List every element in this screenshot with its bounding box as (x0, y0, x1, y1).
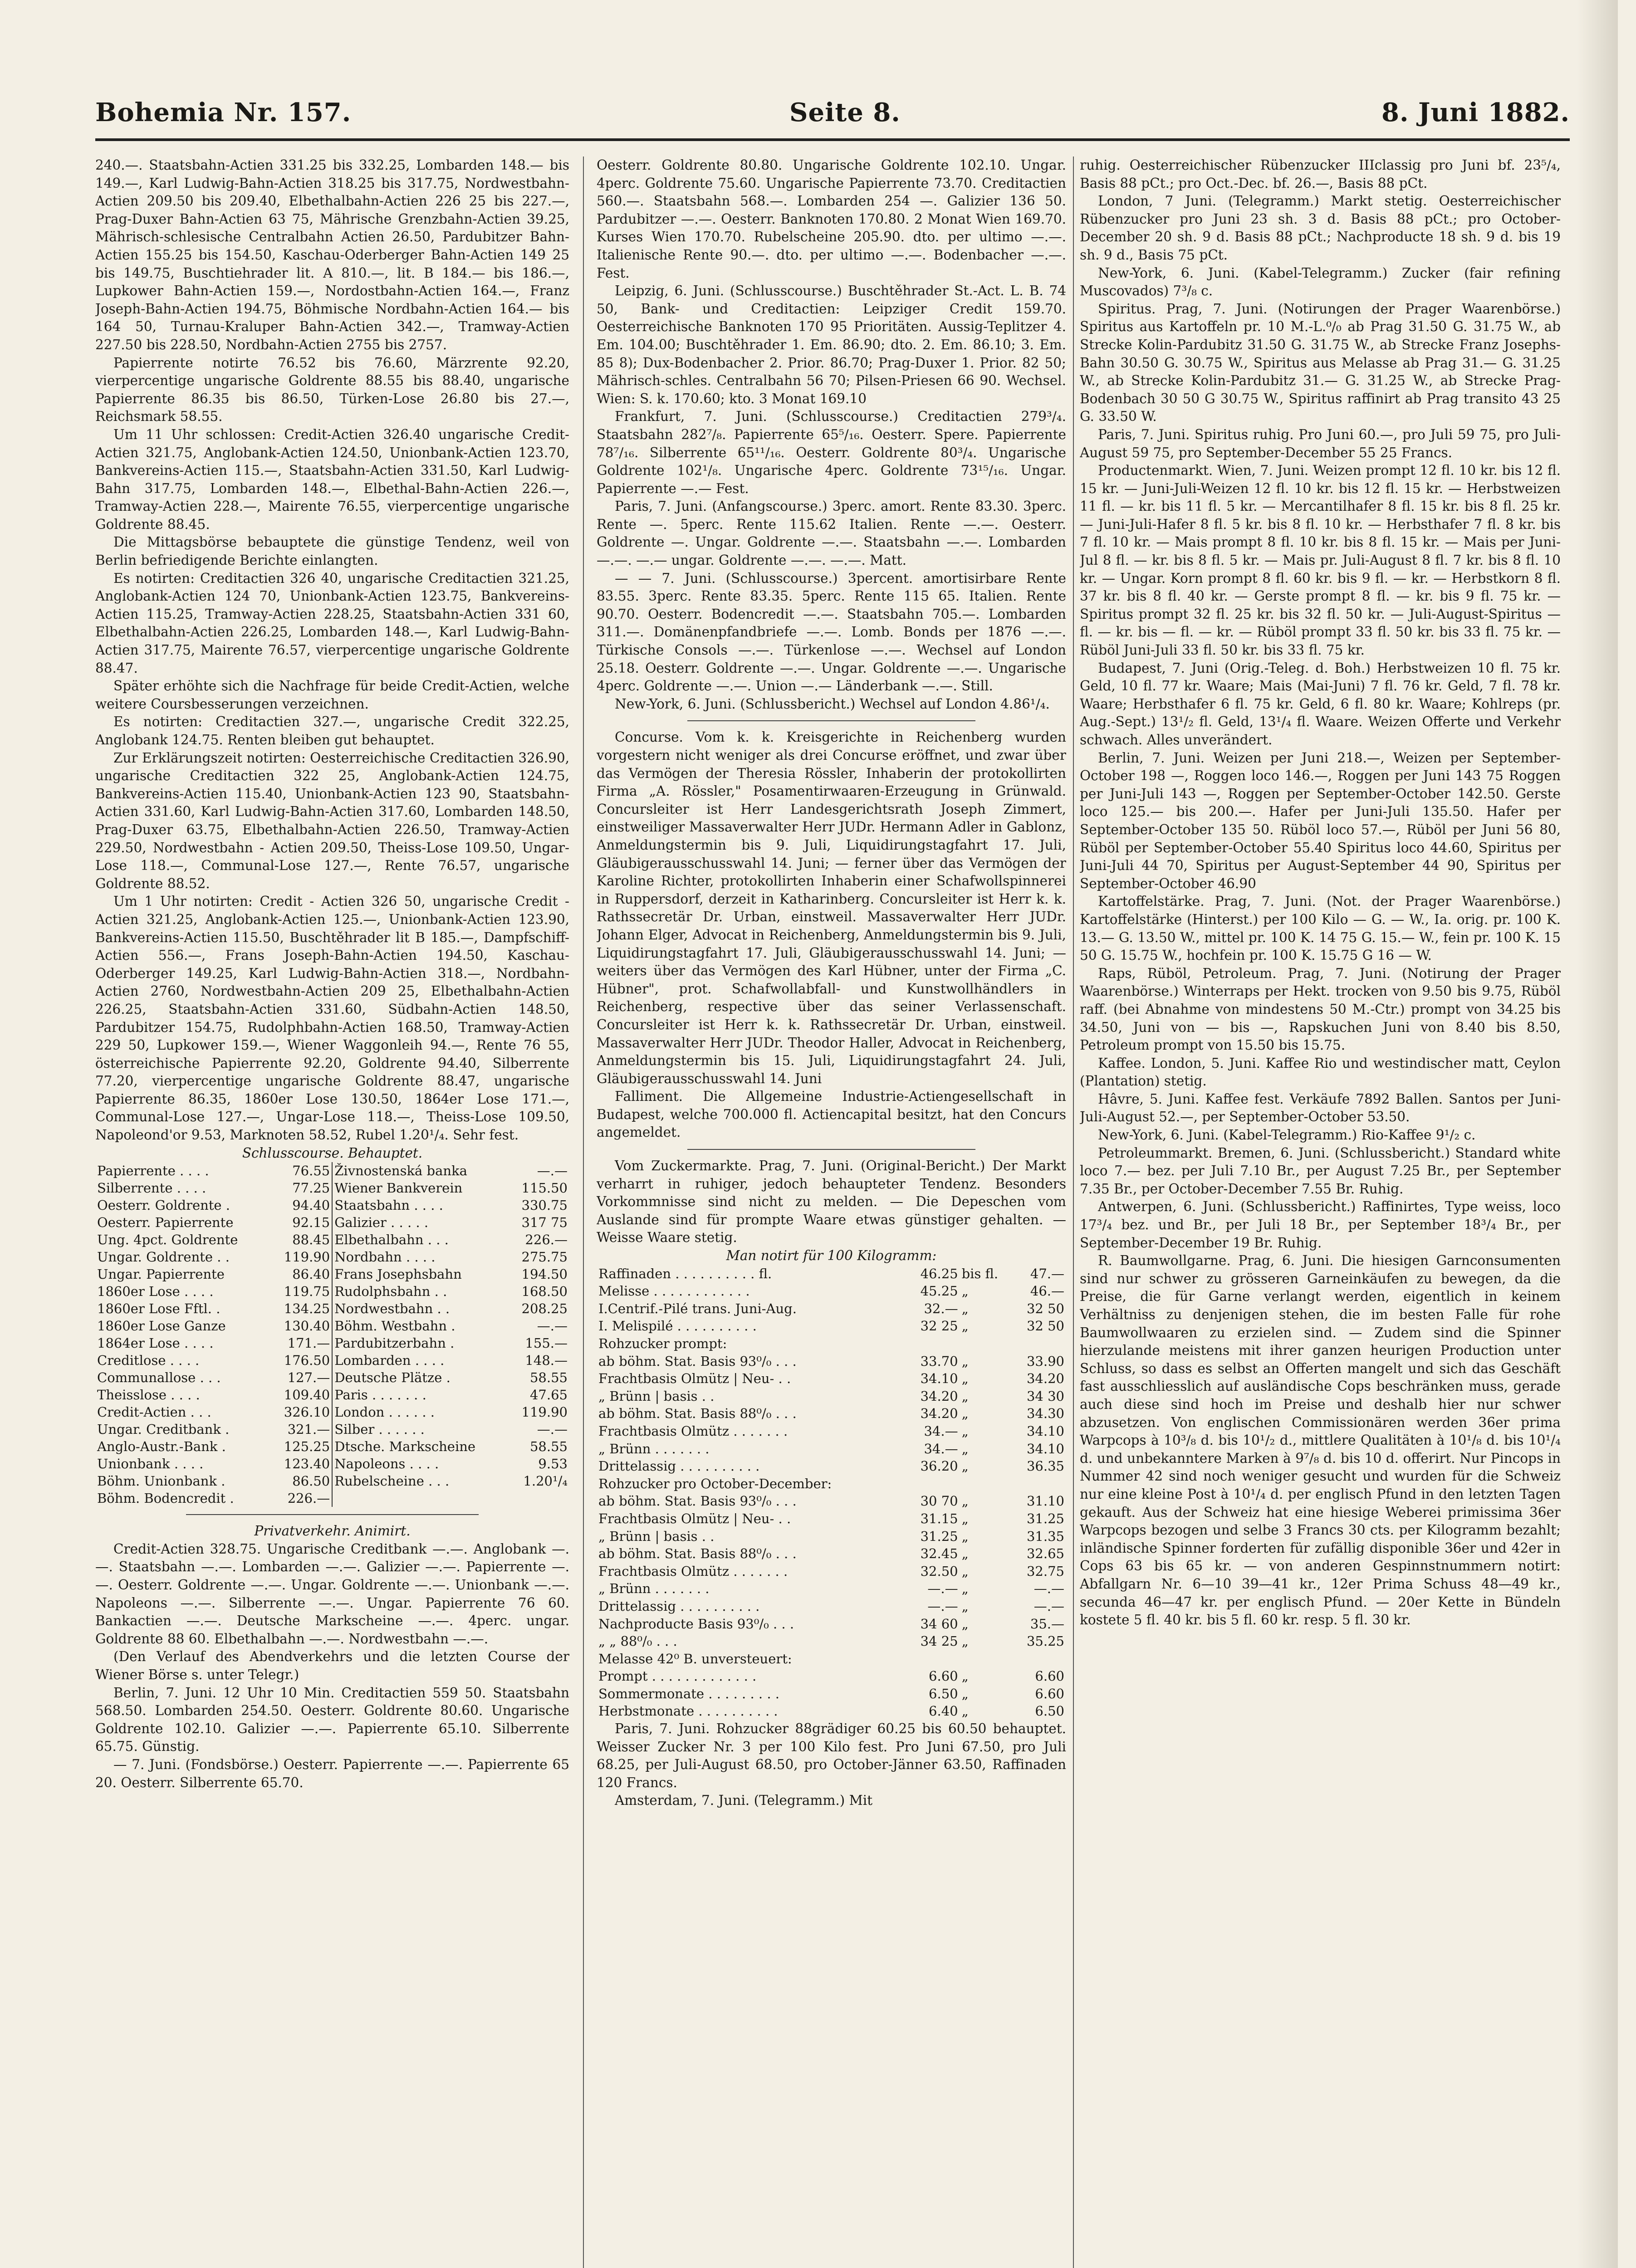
table-cell: Sommermonate . . . . . . . . . (598, 1686, 780, 1701)
table-cell: 34.20 (920, 1406, 958, 1422)
table-cell: „ (961, 1493, 969, 1509)
table-cell: „ (961, 1300, 969, 1316)
table-cell: ab böhm. Stat. Basis 93⁰/₀ . . . (598, 1493, 797, 1509)
table-cell: 317 75 (521, 1215, 568, 1231)
table-cell: 226.— (271, 1490, 333, 1507)
section-rule (687, 720, 975, 721)
table-row (597, 1702, 1066, 1720)
table-cell: 119.90 (521, 1404, 568, 1420)
paragraph: Es notirten: Creditactien 327.—, ungarische Credit 322.25, Anglobank 124.75. Renten bleiben gut behauptet. (95, 714, 569, 748)
table-row (597, 1265, 1066, 1283)
column-divider (1073, 156, 1074, 2268)
table-cell: 115.50 (521, 1180, 568, 1196)
sugar-price-table (597, 1265, 1066, 1720)
paragraph: Antwerpen, 6. Juni. (Schlussbericht.) Raffinirtes, Type weiss, loco 17³/₄ bez. und Br., per Juli 18 Br., per September 18³/₄ Br., per September-December 19 Br. Ruhig. (1080, 1199, 1561, 1251)
table-row (95, 1403, 569, 1421)
table-cell: 34.20 (1026, 1371, 1064, 1387)
table-cell: Credit-Actien . . . (97, 1404, 211, 1420)
table-cell: Ung. 4pct. Goldrente (97, 1232, 238, 1248)
header-rule (95, 138, 1570, 141)
paragraph: Amsterdam, 7. Juni. (Telegramm.) Mit (615, 1793, 873, 1809)
table-cell: „ (961, 1283, 969, 1299)
table-cell: 6.50 (1035, 1703, 1064, 1719)
paragraph: Budapest, 7. Juni (Orig.-Teleg. d. Boh.) Herbstweizen 10 fl. 75 kr. Geld, 10 fl. 77 kr. Waare; Mais (Mai-Juni) 7 fl. 76 kr. Geld, 7 fl. 78 kr. Waare; Herbsthafer 6 fl. 75 kr. Geld, 6 fl. 80 kr. Waare; Kohlreps (pr. Aug.-Sept.) 13¹/₂ fl. Geld, 13¹/₄ fl. Waare. Weizen Offerte und Verkehr schwach. Alles unverändert. (1080, 660, 1561, 748)
paragraph: Credit-Actien 328.75. Ungarische Creditbank —.—. Anglobank —.—. Staatsbahn —.—. Lombarden —.—. Galizier —.—. Papierrente —.—. Oesterr. Goldrente —.—. Ungar. Goldrente —.—. Unionbank —.—. Napoleons —.—. Silberrente —.—. Ungar. Papierrente 76 60. Bankactien —.—. Deutsche Markscheine —.—. 4perc. ungar. Goldrente 88 60. Elbethalbahn —.—. Nordwestbahn —.—. (95, 1541, 569, 1647)
table-row (597, 1492, 1066, 1510)
table-cell: Prompt . . . . . . . . . . . . . (598, 1668, 757, 1684)
paragraph: ruhig. Oesterreichischer Rübenzucker IIIclassig pro Juni bf. 23⁵/₄, Basis 88 pCt.; pro Oct.-Dec. bf. 26.—, Basis 88 pCt. (1080, 157, 1561, 191)
table-cell: 34 25 (920, 1633, 958, 1649)
table-cell: 45.25 (920, 1283, 958, 1299)
table-cell: Frachtbasis Olmütz . . . . . . . (598, 1563, 788, 1579)
table-cell (1012, 1650, 1066, 1668)
table-cell: Creditlose . . . . (97, 1353, 200, 1369)
table-cell: „ (961, 1633, 969, 1649)
table-cell: Drittelassig . . . . . . . . . . (598, 1458, 760, 1474)
paragraph: Falliment. Die Allgemeine Industrie-Actiengesellschaft in Budapest, welche 700.000 fl. Actiencapital besitzt, hat den Concurs angemeldet. (597, 1089, 1066, 1140)
table-cell: Melisse . . . . . . . . . . . . (598, 1283, 750, 1299)
table-cell: „ Brünn | basis . . (598, 1528, 715, 1544)
table-cell: Papierrente . . . . (97, 1163, 209, 1179)
table-cell: Anglo-Austr.-Bank . (97, 1439, 226, 1455)
table-cell: ab böhm. Stat. Basis 88⁰/₀ . . . (598, 1546, 797, 1562)
table-cell (960, 1335, 1013, 1353)
table-cell: „ (961, 1458, 969, 1474)
paragraph: New-York, 6. Juni. (Kabel-Telegramm.) Rio-Kaffee 9¹/₂ c. (1098, 1127, 1476, 1143)
table-cell: „ (961, 1616, 969, 1632)
table-cell: „ (961, 1318, 969, 1334)
table-cell: 46.25 (920, 1266, 958, 1281)
table-cell: 119.75 (271, 1283, 333, 1300)
table-cell: 168.50 (521, 1284, 568, 1300)
table-row (95, 1266, 569, 1283)
table-row (95, 1334, 569, 1352)
paragraph: R. Baumwollgarne. Prag, 6. Juni. Die hiesigen Garnconsumenten sind nur schwer zu grösseren Garneinkäufen zu bewegen, da die Preise, die für Garne verlangt werden, eigentlich in keinem Verhältniss zu denjenigen stehen, die im besten Falle für rohe Baumwollwaaren zu erzielen sind. — Zudem sind die Spinner hierzulande meistens mit ihrer ganzen heurigen Production unter Schluss, so dass es selbst an Offerten mangelt und sich das Geschäft fast ausschliesslich auf ausländische Cops beschränken muss, gerade auch diese sind hoch im Preise und deshalb hier nur schwer abzusetzen. Von englischen Commissionären werden 36er prima Warpcops à 10³/₈ d. bis 10¹/₂ d., mittlere Qualitäten à 10¹/₈ d. bis 10¹/₄ d. und unbekanntere Marken à 9⁷/₈ d. bis 10 d. offerirt. Nur Pincops in Nummer 42 sind noch weniger gesucht und wurden für die Schweiz nur eine kleine Post à 10¹/₄ d. per englisch Pfund in den letzten Tagen gekauft. Aus der Schweiz hat eine hiesige Weberei primissima 36er Warpcops bezogen und selbe 3 Francs 30 cts. per Kilogramm bezahlt; inländische Spinner forderten für zufällig disponible 36er und 42er in Cops 63 bis 65 kr. — von anderen Gespinnstnummern notirt: Abfallgarn Nr. 6—10 39—41 kr., 12er Prima Schuss 48—49 kr., secunda 46—47 kr. per englisch Pfund. — 20er Kette in Bündeln kostete 5 fl. 40 kr. bis 5 fl. 60 kr. resp. 5 fl. 30 kr. (1080, 1253, 1561, 1628)
paragraph: Paris, 7. Juni. Spiritus ruhig. Pro Juni 60.—, pro Juli 59 75, pro Juli-August 59 75, pro September-December 55 25 Francs. (1080, 426, 1561, 460)
table-row (95, 1162, 569, 1179)
table-cell: —.— (537, 1318, 568, 1334)
table-cell: Communallose . . . (97, 1370, 221, 1386)
table-cell: 194.50 (521, 1266, 568, 1282)
table-row (597, 1475, 1066, 1493)
section-rule (687, 1149, 975, 1150)
paragraph: Kartoffelstärke. Prag, 7. Juni. (Not. der Prager Waarenbörse.) Kartoffelstärke (Hinterst.) per 100 Kilo — G. — W., Ia. orig. pr. 100 K. 13.— G. 13.50 W., mittel pr. 100 K. 14 75 G. 15.— W., fein pr. 100 K. 15 50 G. 15.75 W., hochfein pr. 100 K. 15.75 G 16 — W. (1080, 894, 1561, 963)
table-cell: 148.— (525, 1353, 568, 1369)
table-cell: 34.10 (1026, 1423, 1064, 1439)
table-row (95, 1455, 569, 1472)
table-cell: Deutsche Plätze . (334, 1370, 451, 1386)
table-cell: „ Brünn | basis . . (598, 1388, 715, 1404)
table-cell: „ (961, 1353, 969, 1369)
table-row (597, 1667, 1066, 1685)
table-cell: Silber . . . . . . (334, 1422, 425, 1437)
page-edge-shadow (1577, 0, 1618, 2268)
section-title: Schlusscourse. Behauptet. (242, 1145, 423, 1161)
table-cell: „ (961, 1423, 969, 1439)
table-cell: 32 25 (920, 1318, 958, 1334)
column-3 (1080, 156, 1561, 2268)
table-row (597, 1598, 1066, 1615)
table-row (597, 1545, 1066, 1563)
table-cell: Frachtbasis Olmütz . . . . . . . (598, 1423, 788, 1439)
table-cell (906, 1335, 960, 1353)
paragraph: Petroleummarkt. Bremen, 6. Juni. (Schlussbericht.) Standard white loco 7.— bez. per Juli 7.10 Br., per August 7.25 Br., per September 7.35 Br., per October-December 7.55 Br. Ruhig. (1080, 1145, 1561, 1197)
table-cell: Wiener Bankverein (334, 1180, 463, 1196)
table-cell: 1860er Lose Fftl. . (97, 1301, 220, 1317)
table-cell: 33.70 (920, 1353, 958, 1369)
table-cell: 46.— (1030, 1283, 1064, 1299)
column-divider (583, 156, 584, 2268)
table-cell (509, 1490, 569, 1507)
table-cell: 34 30 (1026, 1388, 1064, 1404)
table-cell: 47.— (1030, 1266, 1064, 1281)
table-cell: Böhm. Westbahn . (334, 1318, 456, 1334)
paragraph: Hâvre, 5. Juni. Kaffee fest. Verkäufe 7892 Ballen. Santos per Juni-Juli-August 52.—, per September-October 53.50. (1080, 1091, 1561, 1125)
table-cell: 32.75 (1026, 1563, 1064, 1579)
table-cell: 92.15 (271, 1214, 333, 1231)
table-row (95, 1472, 569, 1490)
table-cell: „ Brünn . . . . . . . (598, 1441, 710, 1457)
table-cell: 109.40 (271, 1386, 333, 1403)
table-cell: 171.— (271, 1334, 333, 1352)
paragraph: 240.—. Staatsbahn-Actien 331.25 bis 332.25, Lombarden 148.— bis 149.—, Karl Ludwig-Bahn-Actien 318.25 bis 317.75, Nordwestbahn-Actien 209.50 bis 209.40, Elbethalbahn-Actien 226 25 bis 227.—, Prag-Duxer Bahn-Actien 63 75, Mährische Grenzbahn-Actien 39.25, Mährisch-schlesische Centralbahn Actien 26.50, Pardubitzer Bahn-Actien 155.25 bis 154.50, Kaschau-Oderberger Bahn-Actien 149 25 bis 149.75, Buschtiehrader lit. A 810.—, lit. B 184.— bis 186.—, Lupkower Bahn-Actien 159.—, Nordostbahn-Actien 164.—, Franz Joseph-Bahn-Actien 194.75, Böhmische Nordbahn-Actien 164.— bis 164 50, Turnau-Kraluper Bahn-Actien 342.—, Tramway-Actien 227.50 bis 228.50, Nordbahn-Actien 2755 bis 2757. (95, 157, 569, 352)
table-cell: 275.75 (521, 1249, 568, 1265)
table-row (95, 1369, 569, 1386)
table-cell: bis fl. (961, 1266, 999, 1281)
table-row (95, 1317, 569, 1334)
table-cell: 86.50 (271, 1472, 333, 1490)
table-cell: 6.60 (1035, 1668, 1064, 1684)
table-row (597, 1685, 1066, 1703)
table-row (597, 1440, 1066, 1458)
table-cell: 31.25 (920, 1528, 958, 1544)
table-cell: Rohzucker prompt: (598, 1336, 727, 1351)
table-cell: ab böhm. Stat. Basis 93⁰/₀ . . . (598, 1353, 797, 1369)
table-cell: 32.50 (920, 1563, 958, 1579)
table-cell: Böhm. Bodencredit . (97, 1491, 234, 1506)
table-row (95, 1248, 569, 1266)
table-row (597, 1615, 1066, 1633)
table-cell: 34.— (924, 1423, 958, 1439)
table-cell: Nachproducte Basis 93⁰/₀ . . . (598, 1616, 794, 1632)
table-cell: „ (961, 1546, 969, 1562)
paragraph: Leipzig, 6. Juni. (Schlusscourse.) Buschtěhrader St.-Act. L. B. 74 50, Bank- und Creditactien: Leipziger Credit 159.70. Oesterreichische Banknoten 170 95 Prioritäten. Aussig-Teplitzer 4. Em. 104.00; Buschtěhrader 1. Em. 86.90; dto. 2. Em. 86.10; 3. Em. 85 8); Dux-Bodenbacher 2. Prior. 86.70; Prag-Duxer 1. Prior. 82 50; Mährisch-schles. Centralbahn 56 70; Pilsen-Priesen 66 90. Wechsel. Wien: S. k. 170.60; kto. 3 Monat 169.10 (597, 283, 1066, 406)
table-cell: 32.— (924, 1300, 958, 1316)
table-cell (960, 1475, 1013, 1493)
paragraph: Zur Erklärungszeit notirten: Oesterreichische Creditactien 326.90, ungarische Creditactien 322 25, Anglobank-Actien 124.75, Bankvereins-Actien 115.40, Unionbank-Actien 123 90, Staatsbahn-Actien 331.60, Karl Ludwig-Bahn-Actien 317.60, Lombarden 148.50, Prag-Duxer 63.75, Elbethalbahn-Actien 226.50, Tramway-Actien 229.50, Nordwestbahn - Actien 209.50, Theiss-Lose 109.50, Ungar-Lose 118.—, Communal-Lose 127.—, Rente 76.57, ungarische Goldrente 88.52. (95, 750, 569, 891)
table-cell: 32 50 (1026, 1318, 1064, 1334)
table-row (597, 1563, 1066, 1580)
table-row (597, 1650, 1066, 1668)
section-title: Man notirt für 100 Kilogramm: (726, 1248, 937, 1264)
table-cell: Rubelscheine . . . (334, 1473, 450, 1489)
table-cell: Silberrente . . . . (97, 1180, 206, 1196)
table-cell: Elbethalbahn . . . (334, 1232, 449, 1248)
table-cell: 76.55 (271, 1162, 333, 1179)
table-row (597, 1282, 1066, 1300)
paragraph: London, 7 Juni. (Telegramm.) Markt stetig. Oesterreichischer Rübenzucker pro Juni 23 sh. 3 d. Basis 88 pCt.; pro October-December 20 sh. 9 d. Basis 88 pCt.; Nachproducte 18 sh. 9 d. bis 19 sh. 9 d., Basis 75 pCt. (1080, 193, 1561, 263)
table-cell: 9.53 (538, 1456, 568, 1472)
section-rule (186, 1514, 479, 1515)
table-cell: 31.25 (1026, 1510, 1064, 1526)
table-cell: „ (961, 1528, 969, 1544)
table-cell: Živnostenská banka (334, 1163, 467, 1179)
table-cell: ab böhm. Stat. Basis 88⁰/₀ . . . (598, 1406, 797, 1422)
table-cell: Lombarden . . . . (334, 1353, 445, 1369)
paragraph: Berlin, 7. Juni. Weizen per Juni 218.—, Weizen per September-October 198 —, Roggen loco 146.—, Roggen per Juni 143 75 Roggen per Juni-Juli 143 —, Roggen per September-October 142.50. Gerste loco 125.— bis 200.—. Hafer per Juni-Juli 135.50. Hafer per September-October 135 50. Rüböl loco 57.—, Rüböl per Juni 56 80, Rüböl per September-October 55.40 Spiritus loco 44.60, Spiritus per Juni-Juli 44 70, Spiritus per August-September 44 90, Spiritus per September-October 46.90 (1080, 750, 1561, 891)
table-cell: „ (961, 1406, 969, 1422)
table-row (597, 1353, 1066, 1370)
table-cell: 34.20 (920, 1388, 958, 1404)
table-row (95, 1300, 569, 1317)
table-row (597, 1510, 1066, 1528)
table-cell: Rohzucker pro October-December: (598, 1476, 832, 1491)
table-cell: —.— (537, 1163, 568, 1179)
table-cell (1012, 1335, 1066, 1353)
table-cell: —.— (537, 1422, 568, 1437)
table-cell: 6.60 (1035, 1686, 1064, 1701)
table-row (95, 1386, 569, 1403)
paragraph: Spiritus. Prag, 7. Juni. (Notirungen der Prager Waarenbörse.) Spiritus aus Kartoffeln pr. 10 M.-L.⁰/₀ ab Prag 31.50 G. 31.75 W., ab Strecke Kolin-Pardubitz 31.50 G. 31.75 W., ab Strecke Franz Josephs-Bahn 30.50 G. 30.75 W., Spiritus aus Melasse ab Prag 31.— G. 31.25 W., ab Strecke Kolin-Pardubitz 31.— G. 31.25 W., ab Strecke Prag-Bodenbach 30 50 G 30.75 W., Spiritus raffinirt ab Prag transito 43 25 G. 33.50 W. (1080, 301, 1561, 425)
table-cell: 134.25 (271, 1300, 333, 1317)
table-cell: 32 50 (1026, 1300, 1064, 1316)
table-cell: Nordwestbahn . . (334, 1301, 450, 1317)
table-cell: Pardubitzerbahn . (334, 1335, 455, 1351)
paragraph: (Den Verlauf des Abendverkehrs und die letzten Course der Wiener Börse s. unter Telegr.) (95, 1649, 569, 1682)
table-cell: 36.20 (920, 1458, 958, 1474)
paragraph: New-York, 6. Juni. (Kabel-Telegramm.) Zucker (fair refining Muscovados) 7³/₈ c. (1080, 265, 1561, 299)
table-cell: 35.25 (1026, 1633, 1064, 1649)
table-cell: Dtsche. Markscheine (334, 1439, 476, 1455)
section-title: Privatverkehr. Animirt. (254, 1523, 411, 1539)
table-cell: —.— (1034, 1598, 1064, 1614)
table-row (597, 1528, 1066, 1545)
table-cell: 6.40 (929, 1703, 958, 1719)
table-cell: Melasse 42⁰ B. unversteuert: (598, 1651, 792, 1667)
table-cell: „ (961, 1703, 969, 1719)
table-row (95, 1214, 569, 1231)
paragraph: Raps, Rüböl, Petroleum. Prag, 7. Juni. (Notirung der Prager Waarenbörse.) Winterraps per Hekt. trocken von 9.50 bis 9.75, Rüböl raff. (bei Abnahme von mindestens 50 M.-Ctr.) prompt von 34.25 bis 34.50, Juni von — bis —, Rapskuchen Juni von 8.40 bis 8.50, Petroleum prompt von 15.50 bis 15.75. (1080, 965, 1561, 1053)
paragraph: Papierrente notirte 76.52 bis 76.60, Märzrente 92.20, vierpercentige ungarische Goldrente 88.55 bis 88.40, ungarische Papierrente 86.35 bis 86.50, Türken-Lose 26.80 bis 27.—, Reichsmark 58.55. (95, 355, 569, 425)
table-row (597, 1335, 1066, 1353)
paragraph: Paris, 7. Juni. (Anfangscourse.) 3perc. amort. Rente 83.30. 3perc. Rente —. 5perc. Rente 115.62 Italien. Rente —.—. Oesterr. Goldrente —. Ungar. Goldrente —.—. Staatsbahn —.—. Lombarden —.—. —.— ungar. Goldrente —.—. —.—. Matt. (597, 499, 1066, 568)
table-cell: 88.45 (271, 1231, 333, 1248)
table-cell: 32.45 (920, 1546, 958, 1562)
paragraph: Berlin, 7. Juni. 12 Uhr 10 Min. Creditactien 559 50. Staatsbahn 568.50. Lombarden 254.50. Oesterr. Goldrente 80.60. Ungarische Goldrente 102.10. Galizier —.—. Papierrente 65.10. Silberrente 65.75. Günstig. (95, 1685, 569, 1755)
table-cell: 155.— (525, 1335, 568, 1351)
table-cell: 94.40 (271, 1197, 333, 1214)
table-cell (906, 1650, 960, 1668)
table-cell: 34 60 (920, 1616, 958, 1632)
table-cell: 119.90 (271, 1248, 333, 1266)
table-row (95, 1421, 569, 1438)
table-row (597, 1422, 1066, 1440)
table-cell: Oesterr. Papierrente (97, 1215, 234, 1231)
table-cell: —.— (927, 1581, 958, 1597)
paragraph: Vom Zuckermarkte. Prag, 7. Juni. (Original-Bericht.) Der Markt verharrt in ruhiger, jedoch behaupteter Tendenz. Besonders Vorkommnisse sind nicht zu melden. — Die Depeschen vom Auslande sind für prompte Waare etwas günstiger gehalten. — Weisse Waare stetig. (597, 1158, 1066, 1246)
table-cell: Raffinaden . . . . . . . . . . fl. (598, 1266, 772, 1281)
table-cell: 1864er Lose . . . . (97, 1335, 214, 1351)
table-cell: I.Centrif.-Pilé trans. Juni-Aug. (598, 1300, 797, 1316)
table-cell: Oesterr. Goldrente . (97, 1198, 230, 1213)
table-cell: 34.10 (1026, 1441, 1064, 1457)
table-cell: 176.50 (271, 1352, 333, 1369)
table-cell: Ungar. Papierrente (97, 1266, 225, 1282)
table-cell: „ (961, 1563, 969, 1579)
table-cell: Staatsbahn . . . . (334, 1198, 443, 1213)
paragraph: Später erhöhte sich die Nachfrage für beide Credit-Actien, welche weitere Coursbesserungen verzeichnen. (95, 678, 569, 712)
table-cell: Ungar. Creditbank . (97, 1422, 230, 1437)
table-cell: „ (961, 1388, 969, 1404)
table-cell: 30 70 (920, 1493, 958, 1509)
column-1 (95, 156, 569, 2268)
table-cell: „ „ 88⁰/₀ . . . (598, 1633, 677, 1649)
paragraph: — 7. Juni. (Fondsbörse.) Oesterr. Papierrente —.—. Papierrente 65 20. Oesterr. Silberrente 65.70. (95, 1756, 569, 1790)
table-row (95, 1231, 569, 1248)
table-cell: 47.65 (529, 1387, 568, 1403)
table-cell: 58.55 (529, 1439, 568, 1455)
table-row (95, 1490, 569, 1507)
table-cell: 34.30 (1026, 1406, 1064, 1422)
table-cell: 321.— (271, 1421, 333, 1438)
table-cell: —.— (1034, 1581, 1064, 1597)
table-cell: 127.— (271, 1369, 333, 1386)
table-cell: 32.65 (1026, 1546, 1064, 1562)
table-cell: Napoleons . . . . (334, 1456, 439, 1472)
masthead: Bohemia Nr. 157. (95, 98, 352, 127)
table-cell: „ (961, 1668, 969, 1684)
table-cell: Rudolphsbahn . . (334, 1284, 447, 1300)
table-cell: Galizier . . . . . (334, 1215, 429, 1231)
table-cell: 125.25 (271, 1438, 333, 1455)
table-cell: Theisslose . . . . (97, 1387, 200, 1403)
table-cell: „ Brünn . . . . . . . (598, 1581, 710, 1597)
closing-quotes-table (95, 1162, 569, 1507)
table-cell: Herbstmonate . . . . . . . . . . (598, 1703, 778, 1719)
table-row (597, 1317, 1066, 1335)
table-cell (906, 1475, 960, 1493)
paragraph: — — 7. Juni. (Schlusscourse.) 3percent. amortisirbare Rente 83.55. 3perc. Rente 83.35. 5perc. Rente 115 65. Italien. Rente 90.70. Oesterr. Bodencredit —.—. Staatsbahn 705.—. Lombarden 311.—. Domänenpfandbriefe —.—. Lomb. Bonds per 1876 —.—. Türkische Consols —.—. Türkenlose —.—. Wechsel auf London 25.18. Oesterr. Goldrente —.—. Ungar. Goldrente —.—. Ungarische 4perc. Goldrente —.—. Union —.— Länderbank —.—. Still. (597, 570, 1066, 694)
table-cell: Unionbank . . . . (97, 1456, 204, 1472)
paragraph: Es notirten: Creditactien 326 40, ungarische Creditactien 321.25, Anglobank-Actien 124 70, Unionbank-Actien 123.75, Bankvereins-Actien 115.25, Tramway-Actien 228.25, Staatsbahn-Actien 331 60, Elbethalbahn-Actien 226.25, Lombarden 148.—, Karl Ludwig-Bahn-Actien 317.75, Mairente 76.57, vierpercentige ungarische Goldrente 88.47. (95, 570, 569, 676)
table-cell: „ (961, 1581, 969, 1597)
table-cell: 34.10 (920, 1371, 958, 1387)
table-cell: „ (961, 1686, 969, 1701)
table-cell: 226.— (525, 1232, 568, 1248)
table-cell: 1860er Lose Ganze (97, 1318, 226, 1334)
table-cell: 86.40 (271, 1266, 333, 1283)
table-row (95, 1197, 569, 1214)
table-cell: Ungar. Goldrente . . (97, 1249, 230, 1265)
table-row (95, 1179, 569, 1197)
table-row (597, 1300, 1066, 1318)
table-cell: Frans Josephsbahn (334, 1266, 462, 1282)
table-cell: 1860er Lose . . . . (97, 1284, 214, 1300)
table-cell: —.— (927, 1598, 958, 1614)
issue-date: 8. Juni 1882. (1381, 98, 1570, 127)
table-cell: London . . . . . . (334, 1404, 435, 1420)
paragraph: Um 1 Uhr notirten: Credit - Actien 326 50, ungarische Credit - Actien 321.25, Anglobank-Actien 125.—, Unionbank-Actien 123.90, Bankvereins-Actien 115.50, Buschtěhrader lit B 185.—, Dampfschiff-Actien 556.—, Frans Joseph-Bahn-Actien 194.50, Kaschau-Oderberger 149.25, Karl Ludwig-Bahn-Actien 318.—, Nordbahn-Actien 2760, Nordwestbahn-Actien 209 25, Elbethalbahn-Actien 226.25, Staatsbahn-Actien 331.60, Südbahn-Actien 148.50, Pardubitzer 154.75, Rudolphbahn-Actien 168.50, Tramway-Actien 229 50, Lupkower 159.—, Wiener Waggonleih 94.—, Rente 76 55, österreichische Papierrente 92.20, Goldrente 94.40, Silberrente 77.20, vierpercentige ungarische Goldrente 88.47, ungarische Papierrente 86.35, 1860er Lose 130.50, 1864er Lose 171.—, Communal-Lose 127.—, Ungar-Lose 118.—, Theiss-Lose 109.50, Napoleond'or 9.53, Marknoten 58.52, Rubel 1.20¹/₄. Sehr fest. (95, 894, 569, 1143)
table-cell: 330.75 (521, 1198, 568, 1213)
table-cell: Frachtbasis Olmütz | Neu- . . (598, 1371, 791, 1387)
table-cell: 1.20¹/₄ (523, 1473, 568, 1489)
paragraph: Um 11 Uhr schlossen: Credit-Actien 326.40 ungarische Credit-Actien 321.75, Anglobank-Actien 124.50, Unionbank-Actien 123.70, Bankvereins-Actien 115.—, Staatsbahn-Actien 331.50, Karl Ludwig-Bahn 317.75, Lombarden 148.—, Elbethal-Bahn-Actien 226.—, Tramway-Actien 228.—, Mairente 76.55, vierpercentige ungarische Goldrente 88.45. (95, 426, 569, 532)
paragraph: Productenmarkt. Wien, 7. Juni. Weizen prompt 12 fl. 10 kr. bis 12 fl. 15 kr. — Juni-Juli-Weizen 12 fl. 10 kr. bis 12 fl. 15 kr. — Herbstweizen 11 fl. — kr. bis 11 fl. 5 kr. — Mercantilhafer 8 fl. 15 kr. bis 8 fl. 25 kr. — Juni-Juli-Hafer 8 fl. 5 kr. bis 8 fl. 10 kr. — Herbsthafer 7 fl. 8 kr. bis 7 fl. 10 kr. — Mais prompt 8 fl. 10 kr. bis 8 fl. 15 kr. — Mais per Juni-Jul 8 fl. — kr. bis 8 fl. 5 kr. — Mais pr. Juli-August 8 fl. 7 kr. bis 8 fl. 10 kr. — Ungar. Korn prompt 8 fl. 60 kr. bis 9 fl. — kr. — Herbstkorn 8 fl. 37 kr. bis 8 fl. 40 kr. — Gerste prompt 8 fl. — kr. bis 9 fl. 75 kr. — Spiritus prompt 32 fl. 25 kr. bis 32 fl. 50 kr. — Juli-August-Spiritus — fl. — kr. bis — fl. — kr. — Rüböl prompt 33 fl. 50 kr. bis 33 fl. 75 kr. — Rüböl Juni-Juli 33 fl. 50 kr. bis 33 fl. 75 kr. (1080, 463, 1561, 658)
table-cell: 77.25 (271, 1179, 333, 1197)
paragraph: New-York, 6. Juni. (Schlussbericht.) Wechsel auf London 4.86¹/₄. (615, 696, 1050, 712)
table-cell (960, 1650, 1013, 1668)
table-cell: „ (961, 1510, 969, 1526)
table-cell: 326.10 (271, 1403, 333, 1421)
table-cell: Paris . . . . . . . (334, 1387, 426, 1403)
paragraph: Frankfurt, 7. Juni. (Schlusscourse.) Creditactien 279³/₄. Staatsbahn 282⁷/₈. Papierrente 65⁵/₁₆. Oesterr. Spere. Papierrente 78⁷/₁₆. Silberrente 65¹¹/₁₆. Oesterr. Goldrente 80³/₄. Ungarische Goldrente 102¹/₈. Ungarische 4perc. Goldrente 73¹⁵/₁₆. Ungar. Papierrente —.— Fest. (597, 409, 1066, 496)
table-row (597, 1388, 1066, 1405)
page-number: Seite 8. (789, 98, 901, 127)
paragraph: Oesterr. Goldrente 80.80. Ungarische Goldrente 102.10. Ungar. 4perc. Goldrente 75.60. Ungarische Papierrente 73.70. Creditactien 560.—. Staatsbahn 568.—. Lombarden 254 —. Galizier 136 50. Pardubitzer —.—. Oesterr. Banknoten 170.80. 2 Monat Wien 169.70. Kurses Wien 170.70. Rubelscheine 205.90. dto. per ultimo —.—. Italienische Rente 90.—. dto. per ultimo —.—. Bodenbacher —.—. Fest. (597, 157, 1066, 281)
table-row (597, 1457, 1066, 1475)
table-cell: 31.10 (1026, 1493, 1064, 1509)
table-cell: 6.50 (929, 1686, 958, 1701)
table-cell (1012, 1475, 1066, 1493)
column-2 (597, 156, 1066, 2268)
table-cell: 58.55 (529, 1370, 568, 1386)
table-row (597, 1405, 1066, 1422)
table-cell: 208.25 (521, 1301, 568, 1317)
table-row (597, 1633, 1066, 1650)
table-cell: „ (961, 1598, 969, 1614)
table-cell: Böhm. Unionbank . (97, 1473, 225, 1489)
table-cell: Frachtbasis Olmütz | Neu- . . (598, 1510, 791, 1526)
table-cell: 31.35 (1026, 1528, 1064, 1544)
table-row (95, 1352, 569, 1369)
paragraph: Concurse. Vom k. k. Kreisgerichte in Reichenberg wurden vorgestern nicht weniger als drei Concurse eröffnet, und zwar über das Vermögen der Theresia Rössler, Inhaberin der protokollirten Firma „A. Rössler," Posamentirwaaren-Erzeugung in Grünwald. Concursleiter ist Herr Landesgerichtsrath Joseph Zimmert, einstweiliger Massaverwalter Herr JUDr. Hermann Adler in Gablonz, Anmeldungstermin bis 9. Juli, Liquidirungstagfahrt 17. Juli, Gläubigerausschusswahl 14. Juni; — ferner über das Vermögen der Karoline Richter, protokollirten Inhaberin einer Schafwollspinnerei in Ruppersdorf, derzeit in Katharinberg. Concursleiter ist Herr k. k. Rathssecretär Dr. Urban, einstweil. Massaverwalter Herr JUDr. Johann Elger, Advocat in Reichenberg, Anmeldungstermin bis 9. Juli, Liquidirungstagfahrt 17. Juli, Gläubigerausschusswahl 14. Juni; — weiters über das Vermögen des Karl Hübner, unter der Firma „C. Hübner", prot. Schafwollabfall- und Kunstwollhändlers in Reichenberg, respective über das seiner Verlassenschaft. Concursleiter ist Herr k. k. Rathssecretär Dr. Urban, einstweil. Massaverwalter Herr JUDr. Theodor Haller, Advocat in Reichenberg, Anmeldungstermin bis 15. Juli, Liquidirungstagfahrt 24. Juli, Gläubigerausschusswahl 14. Juni (597, 729, 1066, 1086)
table-cell: 130.40 (271, 1317, 333, 1334)
table-cell: 36.35 (1026, 1458, 1064, 1474)
table-cell: „ (961, 1441, 969, 1457)
table-cell (332, 1490, 509, 1507)
table-row (597, 1580, 1066, 1598)
table-cell: 31.15 (920, 1510, 958, 1526)
table-cell: I. Melispilé . . . . . . . . . . (598, 1318, 757, 1334)
table-cell: Nordbahn . . . . (334, 1249, 436, 1265)
table-cell: 35.— (1030, 1616, 1064, 1632)
table-cell: 123.40 (271, 1455, 333, 1472)
paragraph: Paris, 7. Juni. Rohzucker 88grädiger 60.25 bis 60.50 behauptet. Weisser Zucker Nr. 3 per 100 Kilo fest. Pro Juni 67.50, pro Juli 68.25, per Juli-August 68.50, pro October-Jänner 63.50, Raffinaden 120 Francs. (597, 1721, 1066, 1790)
table-cell: 34.— (924, 1441, 958, 1457)
table-cell: Drittelassig . . . . . . . . . . (598, 1598, 760, 1614)
table-row (597, 1370, 1066, 1388)
table-cell: 33.90 (1026, 1353, 1064, 1369)
paragraph: Kaffee. London, 5. Juni. Kaffee Rio und westindischer matt, Ceylon (Plantation) stetig. (1080, 1055, 1561, 1089)
paragraph: Die Mittagsbörse bebauptete die günstige Tendenz, weil von Berlin befriedigende Berichte einlangten. (95, 534, 569, 568)
table-row (95, 1283, 569, 1300)
table-cell: 6.60 (929, 1668, 958, 1684)
table-cell: „ (961, 1371, 969, 1387)
table-row (95, 1438, 569, 1455)
